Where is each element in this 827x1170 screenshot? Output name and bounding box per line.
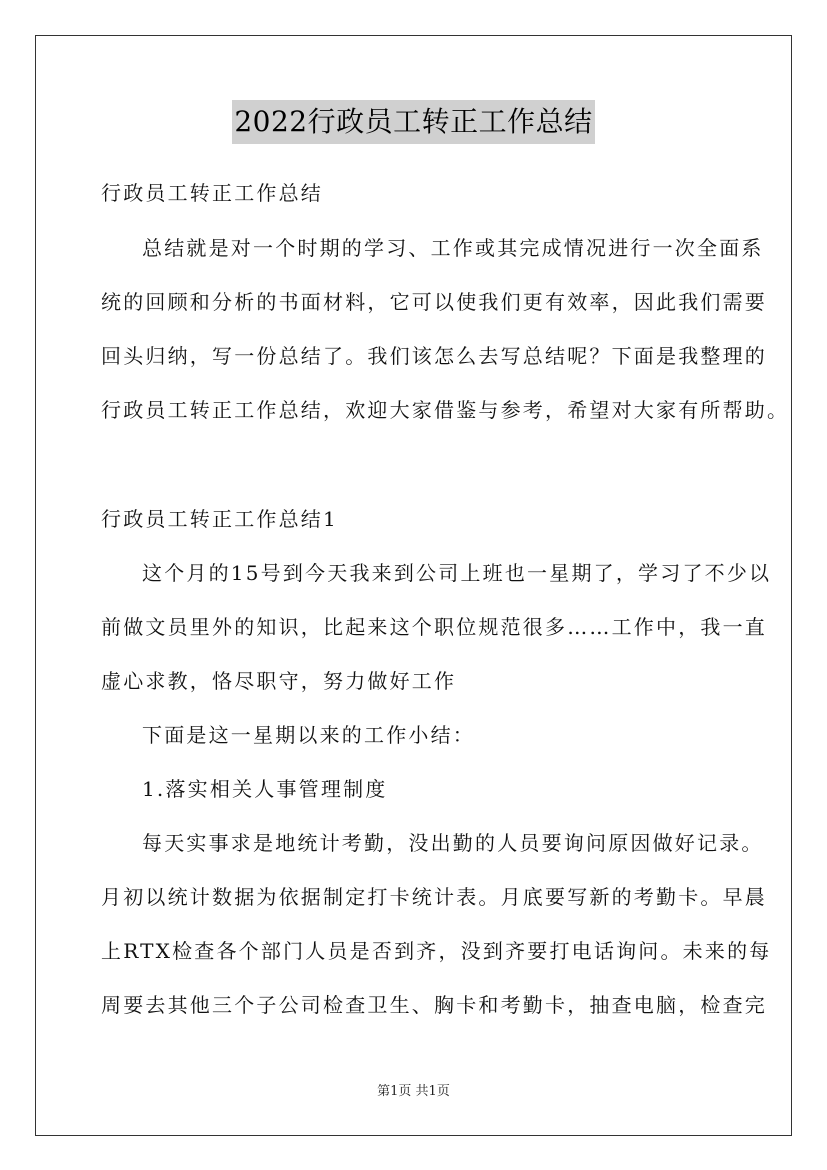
paragraph-line: 回头归纳，写一份总结了。我们该怎么去写总结呢？下面是我整理的 (101, 344, 767, 368)
paragraph-line: 月初以统计数据为依据制定打卡统计表。月底要写新的考勤卡。早晨 (101, 885, 767, 909)
list-item-heading: 1.落实相关人事管理制度 (142, 777, 388, 801)
document-title: 2022行政员工转正工作总结 (232, 100, 594, 144)
paragraph-line: 周要去其他三个子公司检查卫生、胸卡和考勤卡，抽查电脑，检查完 (101, 993, 767, 1017)
paragraph-line: 行政员工转正工作总结，欢迎大家借鉴与参考，希望对大家有所帮助。 (101, 398, 790, 422)
paragraph-line: 虚心求教，恪尽职守，努力做好工作 (101, 669, 457, 693)
paragraph-line: 每天实事求是地统计考勤，没出勤的人员要询问原因做好记录。 (142, 831, 764, 855)
page-footer: 第1页 共1页 (377, 1084, 450, 1099)
paragraph-line: 下面是这一星期以来的工作小结： (142, 723, 475, 747)
paragraph-line: 总结就是对一个时期的学习、工作或其完成情况进行一次全面系 (142, 236, 764, 260)
title-container (0, 100, 827, 144)
paragraph-line: 统的回顾和分析的书面材料，它可以使我们更有效率，因此我们需要 (101, 290, 767, 314)
section-heading: 行政员工转正工作总结 (101, 181, 323, 205)
paragraph-line: 这个月的15号到今天我来到公司上班也一星期了，学习了不少以 (142, 561, 772, 585)
paragraph-line: 前做文员里外的知识，比起来这个职位规范很多……工作中，我一直 (101, 615, 767, 639)
paragraph-line: 上RTX检查各个部门人员是否到齐，没到齐要打电话询问。未来的每 (101, 939, 772, 963)
section-heading: 行政员工转正工作总结1 (101, 507, 338, 531)
